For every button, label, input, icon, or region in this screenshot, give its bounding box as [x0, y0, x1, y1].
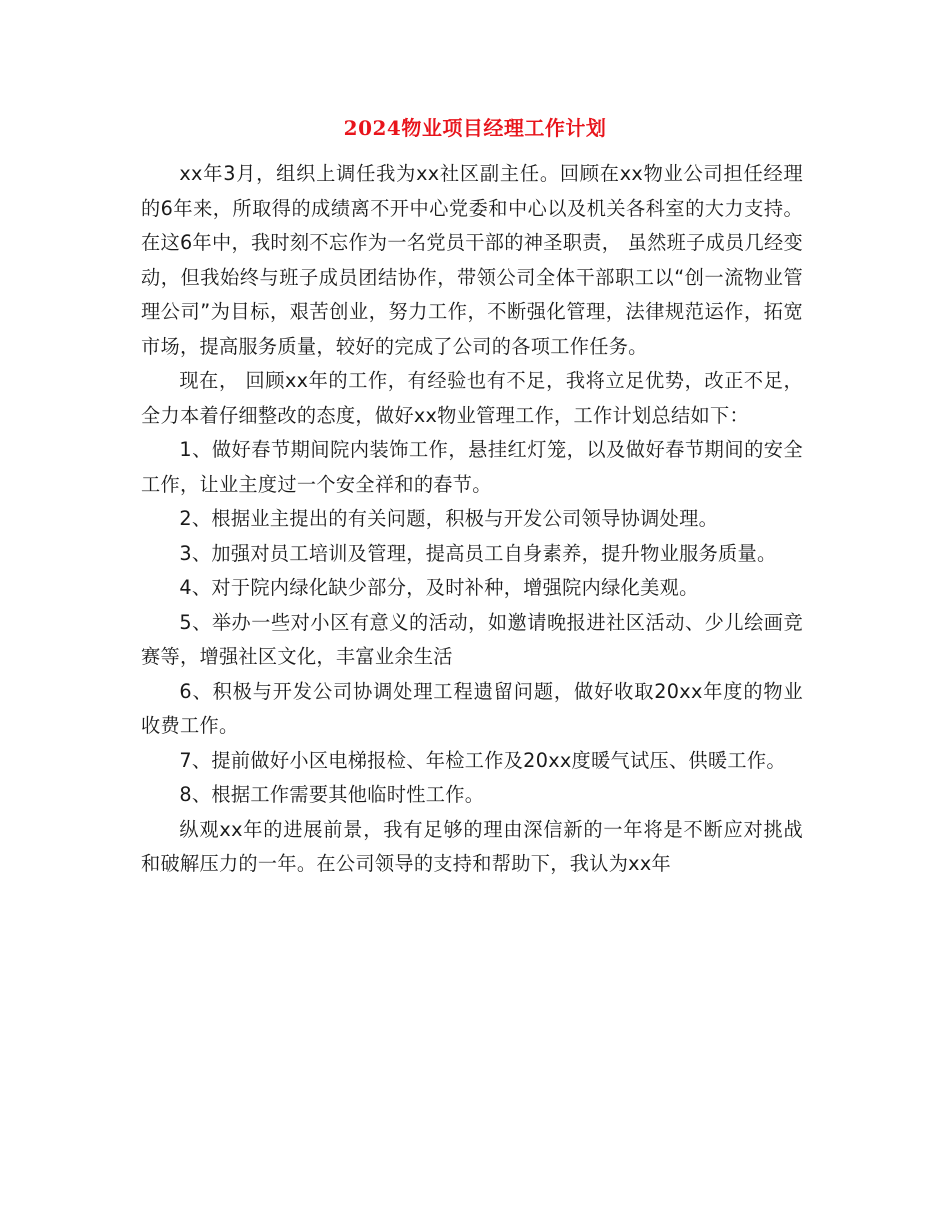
- plan-item-1: 1、做好春节期间院内装饰工作，悬挂红灯笼，以及做好春节期间的安全工作，让业主度过一个安全祥和的春节。: [141, 438, 803, 496]
- plan-item-6: 6、积极与开发公司协调处理工程遗留问题，做好收取20xx年度的物业收费工作。: [141, 679, 803, 737]
- plan-item-5: 5、举办一些对小区有意义的活动，如邀请晚报进社区活动、少儿绘画竞赛等，增强社区文化，丰富业余生活: [141, 610, 803, 668]
- paragraph-summary: 现在， 回顾xx年的工作，有经验也有不足，我将立足优势，改正不足，全力本着仔细整改的态度，做好xx物业管理工作，工作计划总结如下：: [141, 369, 803, 427]
- plan-item-2: 2、根据业主提出的有关问题，积极与开发公司领导协调处理。: [179, 507, 719, 530]
- plan-item-7: 7、提前做好小区电梯报检、年检工作及20xx度暖气试压、供暖工作。: [179, 748, 786, 772]
- paragraph-outlook: 纵观xx年的进展前景，我有足够的理由深信新的一年将是不断应对挑战和破解压力的一年。在公司领导的支持和帮助下，我认为xx年: [141, 817, 803, 875]
- plan-item-8: 8、根据工作需要其他临时性工作。: [179, 783, 485, 806]
- document-body: [141, 157, 803, 882]
- document-title: 2024物业项目经理工作计划: [343, 116, 607, 140]
- plan-item-4: 4、对于院内绿化缺少部分，及时补种，增强院内绿化美观。: [179, 576, 699, 599]
- paragraph-intro: xx年3月，组织上调任我为xx社区副主任。回顾在xx物业公司担任经理的6年来，所取得的成绩离不开中心党委和中心以及机关各科室的大力支持。在这6年中，我时刻不忘作为一名党员干部的神圣职责， 虽然班子成员几经变动，但我始终与班子成员团结协作，带领公司全体干部职工以“创一流物业管理公司”为目标，艰苦创业，努力工作，不断强化管理，法律规范运作，拓宽市场，提高服务质量，较好的完成了公司的各项工作任务。: [141, 162, 803, 358]
- plan-item-3: 3、加强对员工培训及管理，提高员工自身素养，提升物业服务质量。: [179, 541, 777, 565]
